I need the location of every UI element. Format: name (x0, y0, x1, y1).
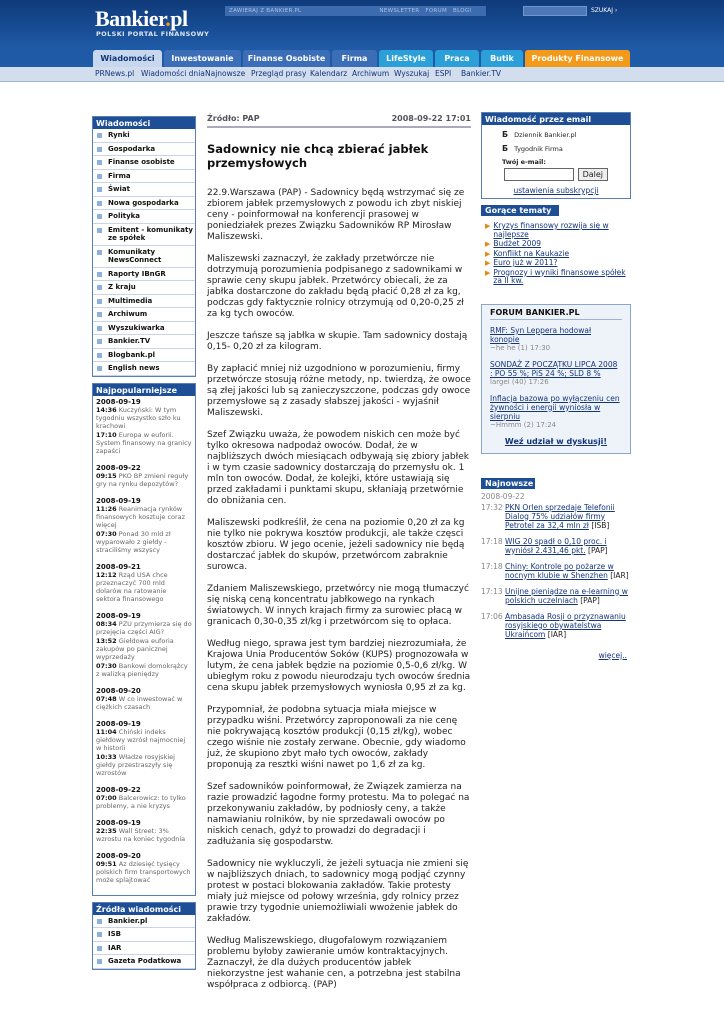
tab-finanse-osobiste[interactable]: Finanse Osobiste (243, 50, 330, 68)
latest-content (505, 537, 631, 555)
latest-source: [IAR] (547, 629, 567, 639)
source-item[interactable] (93, 955, 195, 969)
latest-heading: Najnowsze (481, 478, 535, 489)
article-body (207, 188, 471, 991)
popular-group (96, 398, 192, 455)
forum-join-link[interactable]: Weź udział w dyskusji! (504, 436, 608, 446)
popular-item[interactable] (96, 728, 192, 752)
article-meta (207, 114, 471, 128)
latest-link[interactable]: Ambasada Rosji o przyznawaniu rosyjskiego obywatelstwa Ukraińcom (505, 611, 626, 639)
subnav-prnews[interactable]: PRNews.pl (95, 69, 135, 78)
email-label: Twój e-mail: (502, 158, 547, 166)
popular-time: 17:10 (96, 430, 117, 439)
top-links (225, 6, 486, 16)
nav-item[interactable] (93, 224, 195, 246)
popular-date: 2008-09-22 (96, 785, 141, 794)
latest-content (505, 587, 631, 605)
popular-time: 07:30 (96, 529, 117, 538)
subnav-espi[interactable]: ESPI (435, 69, 452, 78)
popular-item[interactable] (96, 662, 192, 678)
checkbox-icon[interactable]: Б (502, 144, 509, 153)
popular-date: 2008-09-19 (96, 611, 141, 620)
article-paragraph: 22.9.Warszawa (PAP) - Sadownicy będą wstrzymać się ze zbiorem jabłek przemysłowych z powodu ich zbyt niskiej ceny - poinformował na konferencji prasowej w poniedziałek prezes Związku Sadowników RP Mirosław Maliszewski. (207, 188, 465, 242)
latest-news (481, 478, 631, 660)
latest-item[interactable] (481, 537, 631, 555)
popular-text: Bankowi domokrążcy z walizką pieniędzy (96, 661, 188, 678)
latest-link[interactable]: PKN Orlen sprzedaje Telefonii Dialog 75% udziałów firmy Petrotel za 32,4 mln zł (505, 502, 615, 530)
nav-item[interactable] (93, 281, 195, 295)
popular-group (96, 563, 192, 603)
tab-firma[interactable]: Firma (332, 50, 377, 68)
arrow-icon: ▶ (485, 268, 491, 277)
right-column (481, 112, 631, 660)
popular-date: 2008-09-20 (96, 851, 141, 860)
subnav-przeglad-prasy[interactable]: Przegląd prasy (251, 69, 307, 78)
article (207, 114, 471, 1002)
popular-date: 2008-09-21 (96, 562, 141, 571)
site-header (0, 0, 724, 48)
source-label: IAR (108, 943, 122, 952)
hot-topic-link[interactable]: Euro już w 2011? (493, 258, 558, 267)
hot-topic-item[interactable] (485, 240, 631, 249)
forum-meta: ~he he (1) 17:30 (490, 343, 551, 352)
forum-item[interactable] (490, 394, 622, 430)
email-subscription-box (481, 112, 631, 199)
popular-heading: Najpopularniejsze (93, 384, 195, 396)
latest-source: [PAP] (588, 545, 608, 555)
news-nav-heading: Wiadomości (93, 117, 195, 129)
latest-content (505, 612, 631, 639)
nav-item-label: Komunikaty NewsConnect (108, 247, 162, 264)
popular-item[interactable] (96, 472, 192, 488)
latest-item[interactable] (481, 503, 631, 530)
latest-time: 17:06 (481, 611, 503, 621)
article-paragraph: By zapłacić mniej niż uzgodniono w porozumieniu, firmy przetwórcze stosują różne metody, np. twierdzą, że owoce są złej jakości lub są zanieczyszczone, podczas gdy owoce przemysłowe są z zasady słabszej jakości - wyjaśnił Maliszewski. (207, 364, 471, 418)
bullet-icon (97, 201, 102, 206)
popular-time: 14:36 (96, 405, 117, 414)
bullet-icon (97, 285, 102, 290)
forum-item[interactable] (490, 360, 622, 387)
latest-item[interactable] (481, 612, 631, 639)
forum-item[interactable] (490, 326, 622, 353)
bullet-icon (97, 326, 102, 331)
more-link[interactable]: więcej.. (598, 650, 627, 660)
popular-group (96, 687, 192, 711)
popular-time: 07:00 (96, 793, 117, 802)
latest-time: 17:32 (481, 502, 503, 512)
bullet-icon (97, 366, 102, 371)
nav-item[interactable] (93, 246, 195, 268)
toplink-blogi[interactable]: BLOGI (453, 8, 472, 14)
arrow-icon: ▶ (485, 240, 491, 248)
subscription-settings-link[interactable]: ustawienia subskrypcji (513, 186, 599, 195)
nav-item-label: Gospodarka (108, 144, 156, 153)
article-paragraph: Maliszewski podkreślił, że cena na poziomie 0,20 zł za kg nie tylko nie pokrywa kosztów produkcji, ale także częsci kosztów zbioru. W jego ocenie, jeżeli sadownicy nie będą dostarczać jabłek do skupów, przetwórcom zabraknie surowca. (207, 518, 465, 572)
popular-item[interactable] (96, 505, 192, 529)
latest-time: 17:18 (481, 536, 503, 546)
forum-topic-link[interactable]: SONDAŻ Z POCZĄTKU LIPCA 2008 : PO 55 %; PiS 24 %; SLD 8 % (490, 359, 618, 378)
tab-inwestowanie[interactable]: Inwestowanie (164, 50, 241, 68)
popular-group (96, 720, 192, 777)
popular-text: PZU przymierza się do przejęcia części AIG? (96, 619, 192, 636)
latest-time: 17:18 (481, 561, 503, 571)
nav-item-label: English news (108, 364, 160, 372)
popular-text: Chiński indeks giełdowy wzrósł najmocniej w historii (96, 727, 186, 752)
nav-item-label: Z kraju (108, 283, 136, 291)
forum-meta: largei (40) 17:26 (490, 377, 549, 386)
popular-time: 11:26 (96, 504, 117, 513)
nav-item-label: Multimedia (108, 296, 153, 305)
main-tabs (0, 48, 724, 68)
nav-item[interactable] (93, 143, 195, 157)
article-paragraph: Jeszcze tańsze są jabłka w skupie. Tam sadownicy dostają 0,15- 0,20 zł za kilogram. (207, 331, 468, 352)
nav-item[interactable] (93, 335, 195, 349)
subnav-archiwum[interactable]: Archiwum (352, 69, 390, 78)
popular-text: Europa w euforii. System finansowy na granicy zapaści (96, 430, 192, 455)
latest-content (505, 562, 631, 580)
hot-topic-link[interactable]: Budżet 2009 (493, 239, 542, 248)
forum-box (481, 304, 631, 454)
hot-topic-item[interactable] (485, 222, 631, 239)
nav-item-label: Emitent - komunikaty ze spółek (108, 225, 193, 242)
toplink-forum[interactable]: FORUM (425, 8, 447, 14)
left-column (92, 116, 196, 976)
sources-heading: Źródła wiadomości (93, 903, 195, 915)
article-paragraph: Szef Związku uważa, że powodem niskich cen może być tylko okresowa nadpodaż owoców. Dodał, że w najbliższych dwóch miesiącach odbywają się zbiory jabłek i w tym czasie sadownicy dostarczają do przemysłu ok. 1 mln ton owoców. Dodał, że kolejki, które ustawiają się przed zakładami i punktami skupu, skłaniają przetwórnie do obniżania cen. (207, 430, 469, 506)
subnav-bankier-tv[interactable]: Bankier.TV (461, 69, 502, 78)
nav-item[interactable] (93, 210, 195, 224)
bullet-icon (97, 919, 102, 924)
sub-option-tygodnik[interactable]: Б Tygodnik Firma (502, 144, 563, 153)
nav-item-label: Bankier.TV (108, 337, 151, 345)
hot-topic-item[interactable] (485, 259, 631, 268)
latest-source: [PAP] (580, 595, 600, 605)
article-paragraph: Przypomniał, że podobna sytuacja miała miejsce w przypadku wiśni. Przetwórcy zaproponowali za nie cenę nie pokrywającą kosztów produkcji (0,15 zł/kg), wobec czego wiśnie nie zostały zerwane. Obecnie, gdy wiadomo już, że skupiono zbyt mało tych owoców, zakłady proponują za resztki wiśni nawet po 1,6 zł za kg. (207, 705, 466, 770)
bullet-icon (97, 133, 102, 138)
forum-heading: FORUM BANKIER.PL (490, 308, 622, 320)
hot-topic-item[interactable] (485, 250, 631, 259)
arrow-icon: ▶ (485, 249, 491, 258)
popular-group (96, 464, 192, 488)
popular-time: 11:04 (96, 727, 117, 736)
popular-time: 22:35 (96, 826, 117, 835)
bullet-icon (97, 339, 102, 344)
hot-topic-link[interactable]: Konflikt na Kaukazie (493, 248, 570, 258)
bullet-icon (97, 228, 102, 233)
popular-item[interactable] (96, 571, 192, 603)
tab-wiadomosci[interactable]: Wiadomości (93, 50, 162, 68)
tab-butik[interactable]: Butik (481, 50, 523, 68)
popular-time: 10:33 (96, 752, 117, 761)
nav-item-label: Świat (108, 185, 130, 193)
search-input[interactable] (523, 6, 587, 16)
nav-item[interactable] (93, 197, 195, 211)
popular-item[interactable] (96, 530, 192, 554)
dalej-button[interactable]: Dalej (578, 168, 608, 181)
popular-item[interactable] (96, 827, 192, 843)
popular-date: 2008-09-19 (96, 496, 141, 505)
hot-topic-link[interactable]: Prognozy i wyniki finansowe spółek za II kw. (493, 267, 626, 285)
popular-item[interactable] (96, 753, 192, 777)
popular-time: 12:12 (96, 570, 117, 579)
bullet-icon (97, 272, 102, 277)
nav-item[interactable] (93, 156, 195, 170)
bullet-icon (97, 946, 102, 951)
latest-item[interactable] (481, 562, 631, 580)
popular-time: 07:48 (96, 694, 117, 703)
subnav-wyszukaj[interactable]: Wyszukaj (394, 69, 430, 78)
popular-time: 09:15 (96, 471, 117, 480)
nav-item-label: Blogbank.pl (108, 350, 155, 359)
nav-item[interactable] (93, 129, 195, 143)
article-date: 2008-09-22 17:01 (391, 114, 471, 123)
bullet-icon (97, 959, 102, 964)
source-item[interactable] (93, 942, 195, 956)
popular-group (96, 612, 192, 678)
popular-time: 09:51 (96, 859, 117, 868)
checkbox-icon[interactable]: Б (502, 130, 509, 139)
latest-source: [IAR] (610, 570, 629, 580)
source-label: Gazeta Podatkowa (108, 957, 182, 965)
bullet-icon (97, 250, 102, 255)
article-paragraph: Szef sadowników poinformował, że Związek zamierza na razie prowadzić łagodne formy protestu. Ma to polegać na przekonywaniu zakładów, by podniosły ceny, a także namawianiu rolników, by nie sprzedawali owoców po niskich cenach, gdyż to prowadzi do degradacji i zadłużania się gospodarstw. (207, 782, 470, 847)
latest-content (505, 503, 631, 530)
bullet-icon (97, 312, 102, 317)
bullet-icon (97, 174, 102, 179)
nav-item-label: Wyszukiwarka (108, 323, 165, 332)
nav-item[interactable] (93, 295, 195, 309)
hot-topic-link[interactable]: Kryzys finansowy rozwija się w najlepsze (493, 221, 609, 239)
nav-item-label: Rynki (108, 131, 130, 139)
nav-item[interactable] (93, 268, 195, 282)
popular-date: 2008-09-19 (96, 397, 141, 406)
search-button[interactable]: SZUKAJ › (591, 7, 618, 14)
forum-meta: ~Hmmm (2) 17:24 (490, 420, 557, 429)
popular-item[interactable] (96, 695, 192, 711)
popular-item[interactable] (96, 794, 192, 810)
popular-text: Reanimacja rynków finansowych kosztuje coraz więcej (96, 504, 186, 529)
nav-item-label: Nowa gospodarka (108, 198, 179, 207)
popular-text: Balcerowicz: to tylko problemy, a nie kryzys (96, 793, 186, 810)
bullet-icon (97, 299, 102, 304)
nav-item[interactable] (93, 183, 195, 197)
popular-box (92, 383, 196, 896)
popular-text: Az dziesięć tysięcy polskich firm transportowych może splajtować (96, 859, 191, 884)
latest-time: 17:13 (481, 586, 503, 596)
nav-item[interactable] (93, 308, 195, 322)
source-item[interactable] (93, 928, 195, 942)
article-paragraph: Według niego, sprawa jest tym bardziej niezrozumiała, że Krajowa Unia Producentów Soków (KUPS) prognozowała w lutym, że cena jabłek będzie na poziomie 0,5-0,6 zł/kg. W ubiegłym roku z powodu nieurodzaju tych owoców średnia cena skupu jabłek przemysłowych wyniosła 0,95 zł za kg. (207, 639, 471, 693)
source-label: ISB (108, 930, 121, 938)
popular-date: 2008-09-19 (96, 818, 141, 827)
bullet-icon (97, 932, 102, 937)
popular-group (96, 852, 192, 884)
popular-text: Rząd USA chce przeznaczyć 700 mld dolarów na ratowanie sektora finansowego (96, 570, 168, 603)
forum-topic-link[interactable]: Inflacja bazowa po wyłączeniu cen żywności i energii wyniosła w sierpniu (490, 393, 620, 421)
news-nav-box (92, 116, 196, 377)
popular-text: W co inwestować w ciężkich czasach (96, 694, 183, 711)
latest-source: [ISB] (591, 520, 610, 530)
nav-item-label: Polityka (108, 212, 141, 220)
popular-item[interactable] (96, 406, 192, 430)
popular-item[interactable] (96, 637, 192, 661)
popular-group (96, 786, 192, 810)
popular-group (96, 497, 192, 554)
hot-topics (481, 205, 631, 286)
nav-item[interactable] (93, 349, 195, 363)
article-paragraph: Zdaniem Maliszewskiego, przetwórcy nie mogą tłumaczyć się niską ceną koncentratu jabłkowego na rynkach światowych. W innych krajach firmy za surowiec płacą w granicach 0,30-0,35 zł/kg i przetwórcom się to opłaca. (207, 584, 469, 627)
popular-item[interactable] (96, 620, 192, 636)
latest-date: 2008-09-22 (481, 491, 525, 501)
email-heading: Wiadomość przez email (482, 113, 630, 125)
popular-group (96, 819, 192, 843)
popular-date: 2008-09-22 (96, 463, 141, 472)
popular-time: 08:34 (96, 619, 117, 628)
popular-time: 13:52 (96, 636, 117, 645)
popular-date: 2008-09-20 (96, 686, 141, 695)
nav-item[interactable] (93, 322, 195, 336)
latest-item[interactable] (481, 587, 631, 605)
site-logo[interactable]: Bankier.pl (95, 6, 188, 31)
nav-item-label: Raporty IBnGR (108, 269, 166, 278)
article-paragraph: Według Maliszewskiego, długofalowym rozwiązaniem problemu byłoby zawieranie umów kontraktacyjnych. Zaznaczył, że dla dużych producentów jabłek niekorzystne jest wahanie cen, a potrzebna jest stabilna współpraca z odbiorcą. (PAP) (207, 936, 461, 990)
arrow-icon: ▶ (485, 259, 491, 267)
sub-navigation (0, 67, 724, 82)
popular-time: 07:30 (96, 661, 117, 670)
nav-item-label: Archiwum (108, 310, 148, 318)
bullet-icon (97, 147, 102, 152)
sources-box (92, 902, 196, 970)
popular-text: PKO BP zmieni reguły gry na rynku depozytów? (96, 471, 189, 488)
tab-produkty-finansowe[interactable]: Produkty Finansowe (525, 50, 630, 68)
article-title: Sadownicy nie chcą zbierać jabłek przemysłowych (207, 142, 429, 170)
logo-subtitle: POLSKI PORTAL FINANSOWY (96, 30, 210, 38)
sub-option-dziennik[interactable]: Б Dziennik Bankier.pl (502, 130, 577, 139)
popular-text: Ponad 30 mld zł wyparowało z giełdy - straciliśmy wszyscy (96, 529, 171, 554)
popular-date: 2008-09-19 (96, 719, 141, 728)
popular-item[interactable] (96, 431, 192, 455)
nav-item[interactable] (93, 170, 195, 184)
hot-topic-item[interactable] (485, 269, 631, 286)
bullet-icon (97, 214, 102, 219)
subnav-kalendarz[interactable]: Kalendarz (310, 69, 348, 78)
nav-item-label: Firma (108, 171, 131, 180)
bullet-icon (97, 353, 102, 358)
arrow-icon: ▶ (485, 222, 491, 230)
latest-link[interactable]: Chiny: Kontrole po pożarze w nocnym klubie w Shenzhen (505, 561, 614, 580)
toplink-newsletter[interactable]: NEWSLETTER (379, 8, 420, 14)
popular-text: Kuczyński: W tym tygodniu wszystko szło ku krachowi (96, 405, 181, 430)
tab-praca[interactable]: Praca (435, 50, 479, 68)
popular-text: Wall Street: 3% wzrostu na koniec tygodnia (96, 826, 186, 843)
article-source: Źródło: PAP (207, 114, 260, 123)
bullet-icon (97, 160, 102, 165)
toplink-zawieraj[interactable]: ZAWIERAJ Z BANKIER.PL (229, 8, 302, 14)
latest-link[interactable]: WIG 20 spadł o 0,10 proc. i wyniósł 2.431,46 pkt. (505, 536, 607, 555)
nav-item-label: Finanse osobiste (108, 158, 175, 166)
article-paragraph: Sadownicy nie wykluczyli, że jeżeli sytuacja nie zmieni się w najbliższych dniach, to sadownicy mogą podjąć czynny protest w postaci blokowania zakładów. Takie protesty miały już miejsce od połowy września, gdy rolnicy przez prawie trzy tygodnie uniemożliwiali wwożenie jabłek do zakładów. (207, 859, 469, 924)
tab-lifestyle[interactable]: LifeStyle (379, 50, 433, 68)
forum-topic-link[interactable]: RMF: Syn Leppera hodował konopie (490, 325, 592, 344)
bullet-icon (97, 187, 102, 192)
hot-topics-heading: Gorące tematy (481, 205, 559, 216)
email-field[interactable] (504, 168, 574, 181)
source-label: Bankier.pl (108, 916, 148, 925)
latest-link[interactable]: Unijne pieniądze na e-learning w polskich uczelniach (505, 586, 628, 605)
article-paragraph: Maliszewski zaznaczył, że zakłady przetwórcze nie dotrzymują porozumienia podpisanego z sadownikami w sprawie ceny skupu jabłek. Przetwórcy obiecali, że za jabłka dostarczone do zakładu będą płacić 0,28 zł za kg, podczas gdy faktycznie rolnicy otrzymują od 0,20-0,25 zł za kg tych owoców. (207, 254, 464, 319)
popular-text: Giełdowa euforia zakupów po panicznej wyprzedaży (96, 636, 174, 661)
source-item[interactable] (93, 915, 195, 929)
popular-text: Władze rosyjskiej giełdy przestraszyły się wzrostów (96, 752, 175, 777)
popular-item[interactable] (96, 860, 192, 884)
subnav-wiadomosci-dnia[interactable]: Wiadomości dnia (141, 69, 205, 78)
nav-item[interactable] (93, 362, 195, 376)
subnav-najnowsze[interactable]: Najnowsze (205, 69, 246, 78)
